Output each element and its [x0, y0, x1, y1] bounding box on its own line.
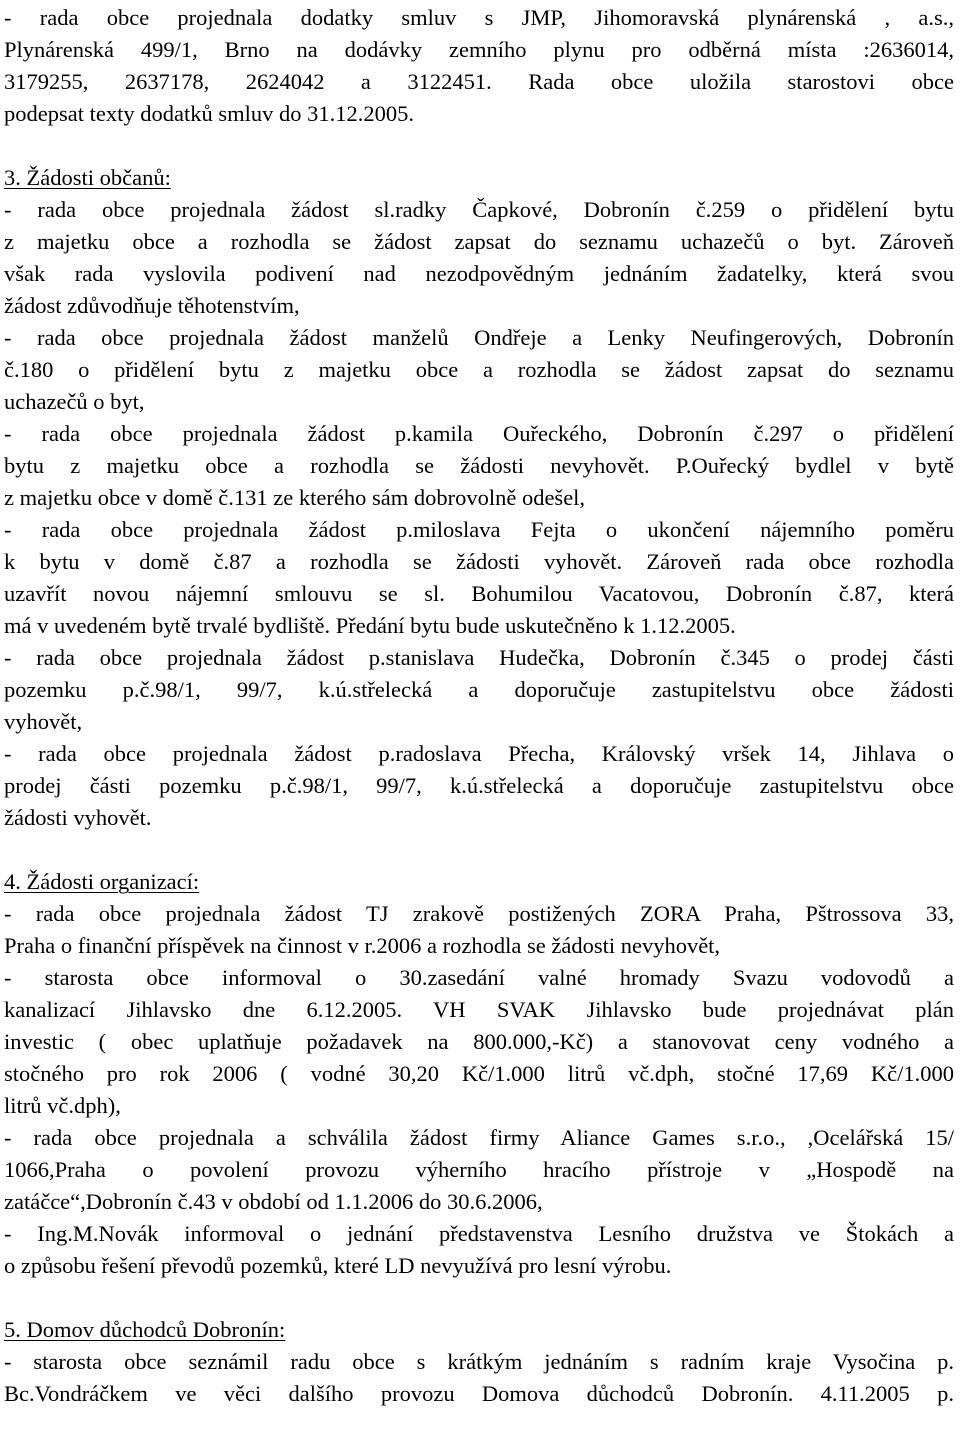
text-line: kanalizací Jihlavsko dne 6.12.2005. VH SVAK Jihlavsko bude projednávat plán [4, 997, 954, 1022]
text-line: bytu z majetku obce a rozhodla se žádosti nevyhovět. P.Ouřecký bydlel v bytě [4, 453, 954, 478]
text-line: litrů vč.dph), [4, 1093, 121, 1118]
text-line: Praha o finanční příspěvek na činnost v r.2006 a rozhodla se žádosti nevyhovět, [4, 933, 721, 958]
text-line: - rada obce projednala žádost p.stanislava Hudečka, Dobronín č.345 o prodej části [4, 645, 954, 670]
text-line: - rada obce projednala dodatky smluv s JMP, Jihomoravská plynárenská , a.s., [4, 5, 954, 30]
text-line: - rada obce projednala žádost manželů Ondřeje a Lenky Neufingerových, Dobronín [4, 325, 954, 350]
text-line: uchazečů o byt, [4, 389, 145, 414]
text-line: pozemku p.č.98/1, 99/7, k.ú.střelecká a doporučuje zastupitelstvu obce žádosti [4, 677, 954, 702]
text-line: zatáčce“,Dobronín č.43 v období od 1.1.2006 do 30.6.2006, [4, 1189, 543, 1214]
text-line: prodej části pozemku p.č.98/1, 99/7, k.ú.střelecká a doporučuje zastupitelstvu obce [4, 773, 954, 798]
text-line: z majetku obce v domě č.131 ze kterého sám dobrovolně odešel, [4, 485, 586, 510]
text-line: - rada obce projednala žádost p.miloslava Fejta o ukončení nájemního poměru [4, 517, 954, 542]
text-line: investic ( obec uplatňuje požadavek na 800.000,-Kč) a stanovovat ceny vodného a [4, 1029, 954, 1054]
text-line: 3179255, 2637178, 2624042 a 3122451. Rada obce uložila starostovi obce [4, 69, 954, 94]
text-line: stočného pro rok 2006 ( vodné 30,20 Kč/1.000 litrů vč.dph, stočné 17,69 Kč/1.000 [4, 1061, 954, 1086]
text-line: 1066,Praha o povolení provozu výherního hracího přístroje v „Hospodě na [4, 1157, 954, 1182]
text-line: - rada obce projednala žádost TJ zrakově postižených ZORA Praha, Pštrossova 33, [4, 901, 954, 926]
text-line: - rada obce projednala žádost p.kamila Ouřeckého, Dobronín č.297 o přidělení [4, 421, 954, 446]
text-line: - rada obce projednala žádost sl.radky Čapkové, Dobronín č.259 o přidělení bytu [4, 197, 954, 222]
text-line: - rada obce projednala žádost p.radoslava Přecha, Královský vršek 14, Jihlava o [4, 741, 954, 766]
section-heading-zadosti-organizaci: 4. Žádosti organizací: [4, 869, 200, 894]
text-line: z majetku obce a rozhodla se žádost zapsat do seznamu uchazečů o byt. Zároveň [4, 229, 954, 254]
text-line: Plynárenská 499/1, Brno na dodávky zemního plynu pro odběrná místa :2636014, [4, 37, 954, 62]
text-line: - rada obce projednala a schválila žádost firmy Aliance Games s.r.o., ,Ocelářská 15/ [4, 1125, 954, 1150]
text-line: však rada vyslovila podivení nad nezodpovědným jednáním žadatelky, která svou [4, 261, 954, 286]
text-line: uzavřít novou nájemní smlouvu se sl. Bohumilou Vacatovou, Dobronín č.87, která [4, 581, 954, 606]
text-line: - starosta obce informoval o 30.zasedání valné hromady Svazu vodovodů a [4, 965, 954, 990]
text-line: má v uvedeném bytě trvalé bydliště. Předání bytu bude uskutečněno k 1.12.2005. [4, 613, 736, 638]
text-line: - starosta obce seznámil radu obce s krátkým jednáním s radním kraje Vysočina p. [4, 1349, 954, 1374]
text-line: žádost zdůvodňuje těhotenstvím, [4, 293, 300, 318]
text-line: vyhovět, [4, 709, 83, 734]
section-heading-zadosti-obcanu: 3. Žádosti občanů: [4, 165, 171, 190]
text-line: žádosti vyhovět. [4, 805, 152, 830]
text-line: Bc.Vondráčkem ve věci dalšího provozu Domova důchodců Dobronín. 4.11.2005 p. [4, 1381, 954, 1406]
text-line: - Ing.M.Novák informoval o jednání představenstva Lesního družstva ve Štokách a [4, 1221, 954, 1246]
text-line: č.180 o přidělení bytu z majetku obce a rozhodla se žádost zapsat do seznamu [4, 357, 954, 382]
section-heading-domov-duchodcu: 5. Domov důchodců Dobronín: [4, 1317, 286, 1342]
text-line: podepsat texty dodatků smluv do 31.12.2005. [4, 101, 414, 126]
text-line: o způsobu řešení převodů pozemků, které LD nevyužívá pro lesní výrobu. [4, 1253, 672, 1278]
text-line: k bytu v domě č.87 a rozhodla se žádosti vyhovět. Zároveň rada obce rozhodla [4, 549, 954, 574]
